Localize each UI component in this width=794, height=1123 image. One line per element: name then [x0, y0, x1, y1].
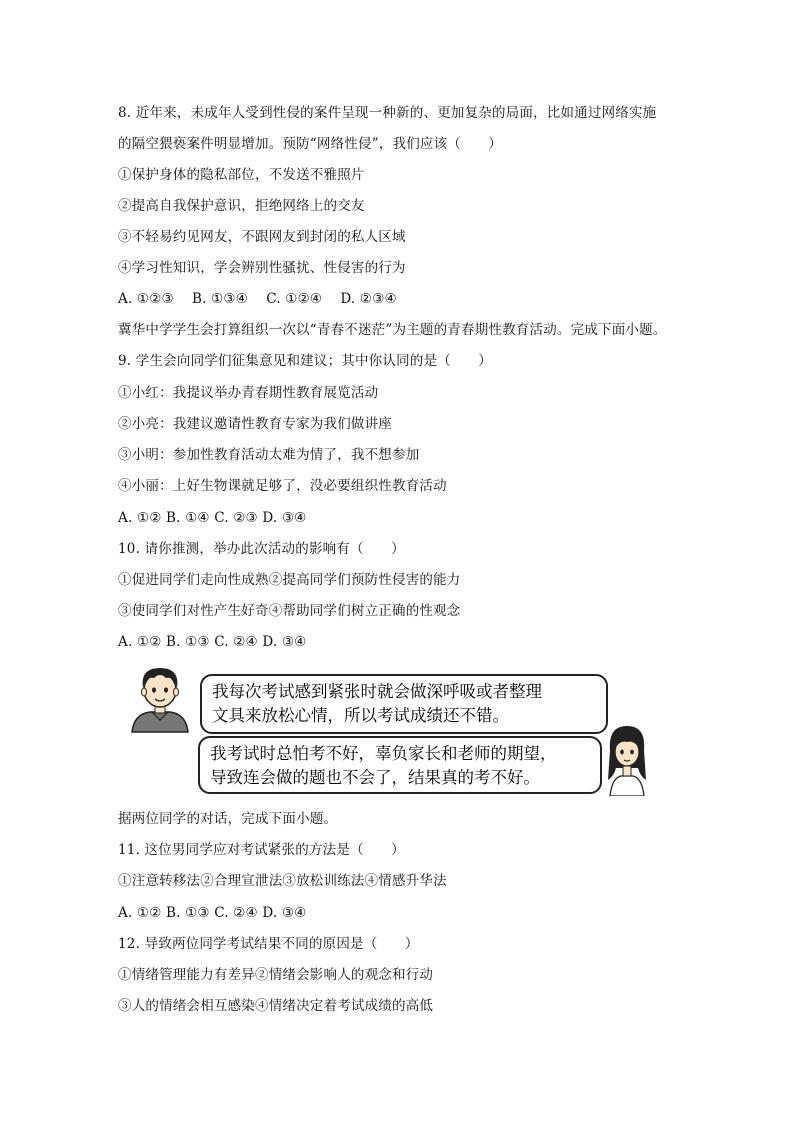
dialogue-illustration	[118, 658, 648, 798]
q9-choices: A. ①② B. ①④ C. ②③ D. ③④	[118, 510, 307, 526]
q11-choices: A. ①② B. ①③ C. ②④ D. ③④	[118, 905, 307, 921]
q8-option-2: ②提高自我保护意识，拒绝网络上的交友	[118, 198, 365, 214]
q10-options-line1: ①促进同学们走向性成熟②提高同学们预防性侵害的能力	[118, 572, 461, 588]
q9-option-2: ②小亮：我建议邀请性教育专家为我们做讲座	[118, 416, 392, 432]
boy-speech-line1: 我每次考试感到紧张时就会做深呼吸或者整理	[212, 682, 542, 701]
q9-option-1: ①小红：我提议举办青春期性教育展览活动	[118, 385, 379, 401]
group-intro-2: 据两位同学的对话，完成下面小题。	[118, 811, 338, 827]
q8-stem-line1: 8. 近年来，未成年人受到性侵的案件呈现一种新的、更加复杂的局面，比如通过网络实施	[118, 105, 657, 121]
group-intro-1: 冀华中学学生会打算组织一次以“青春不迷茫”为主题的青春期性教育活动。完成下面小题。	[118, 322, 667, 338]
girl-speech-line2: 导致连会做的题也不会了，结果真的考不好。	[210, 768, 540, 787]
q8-option-3: ③不轻易约见网友，不跟网友到封闭的私人区域	[118, 229, 406, 245]
q8-option-4: ④学习性知识，学会辨别性骚扰、性侵害的行为	[118, 260, 406, 276]
girl-cartoon-icon	[606, 720, 648, 796]
q12-options-line1: ①情绪管理能力有差异②情绪会影响人的观念和行动	[118, 967, 434, 983]
girl-speech-bubble	[198, 736, 602, 794]
girl-speech-line1: 我考试时总怕考不好，辜负家长和老师的期望，	[210, 744, 557, 763]
q8-choices: A. ①②③ B. ①③④ C. ①②④ D. ②③④	[118, 291, 397, 307]
q9-stem: 9. 学生会向同学们征集意见和建议；其中你认同的是（ ）	[118, 353, 492, 369]
q8-option-1: ①保护身体的隐私部位，不发送不雅照片	[118, 167, 365, 183]
q11-stem: 11. 这位男同学应对考试紧张的方法是（ ）	[118, 842, 405, 858]
q11-options: ①注意转移法②合理宣泄法③放松训练法④情感升华法	[118, 873, 447, 889]
q10-stem: 10. 请你推测，举办此次活动的影响有（ ）	[118, 541, 405, 557]
q9-option-3: ③小明：参加性教育活动太难为情了，我不想参加	[118, 447, 420, 463]
boy-speech-line2: 文具来放松心情，所以考试成绩还不错。	[212, 706, 509, 725]
q10-choices: A. ①② B. ①③ C. ②④ D. ③④	[118, 634, 307, 650]
q12-options-line2: ③人的情绪会相互感染④情绪决定着考试成绩的高低	[118, 998, 434, 1014]
q9-option-4: ④小丽：上好生物课就足够了，没必要组织性教育活动	[118, 478, 447, 494]
boy-speech-bubble	[200, 674, 608, 734]
q10-options-line2: ③使同学们对性产生好奇④帮助同学们树立正确的性观念	[118, 603, 461, 619]
q12-stem: 12. 导致两位同学考试结果不同的原因是（ ）	[118, 936, 419, 952]
boy-cartoon-icon	[126, 662, 194, 734]
q8-stem-line2: 的隔空猥亵案件明显增加。预防“网络性侵”，我们应该（ ）	[118, 136, 503, 152]
